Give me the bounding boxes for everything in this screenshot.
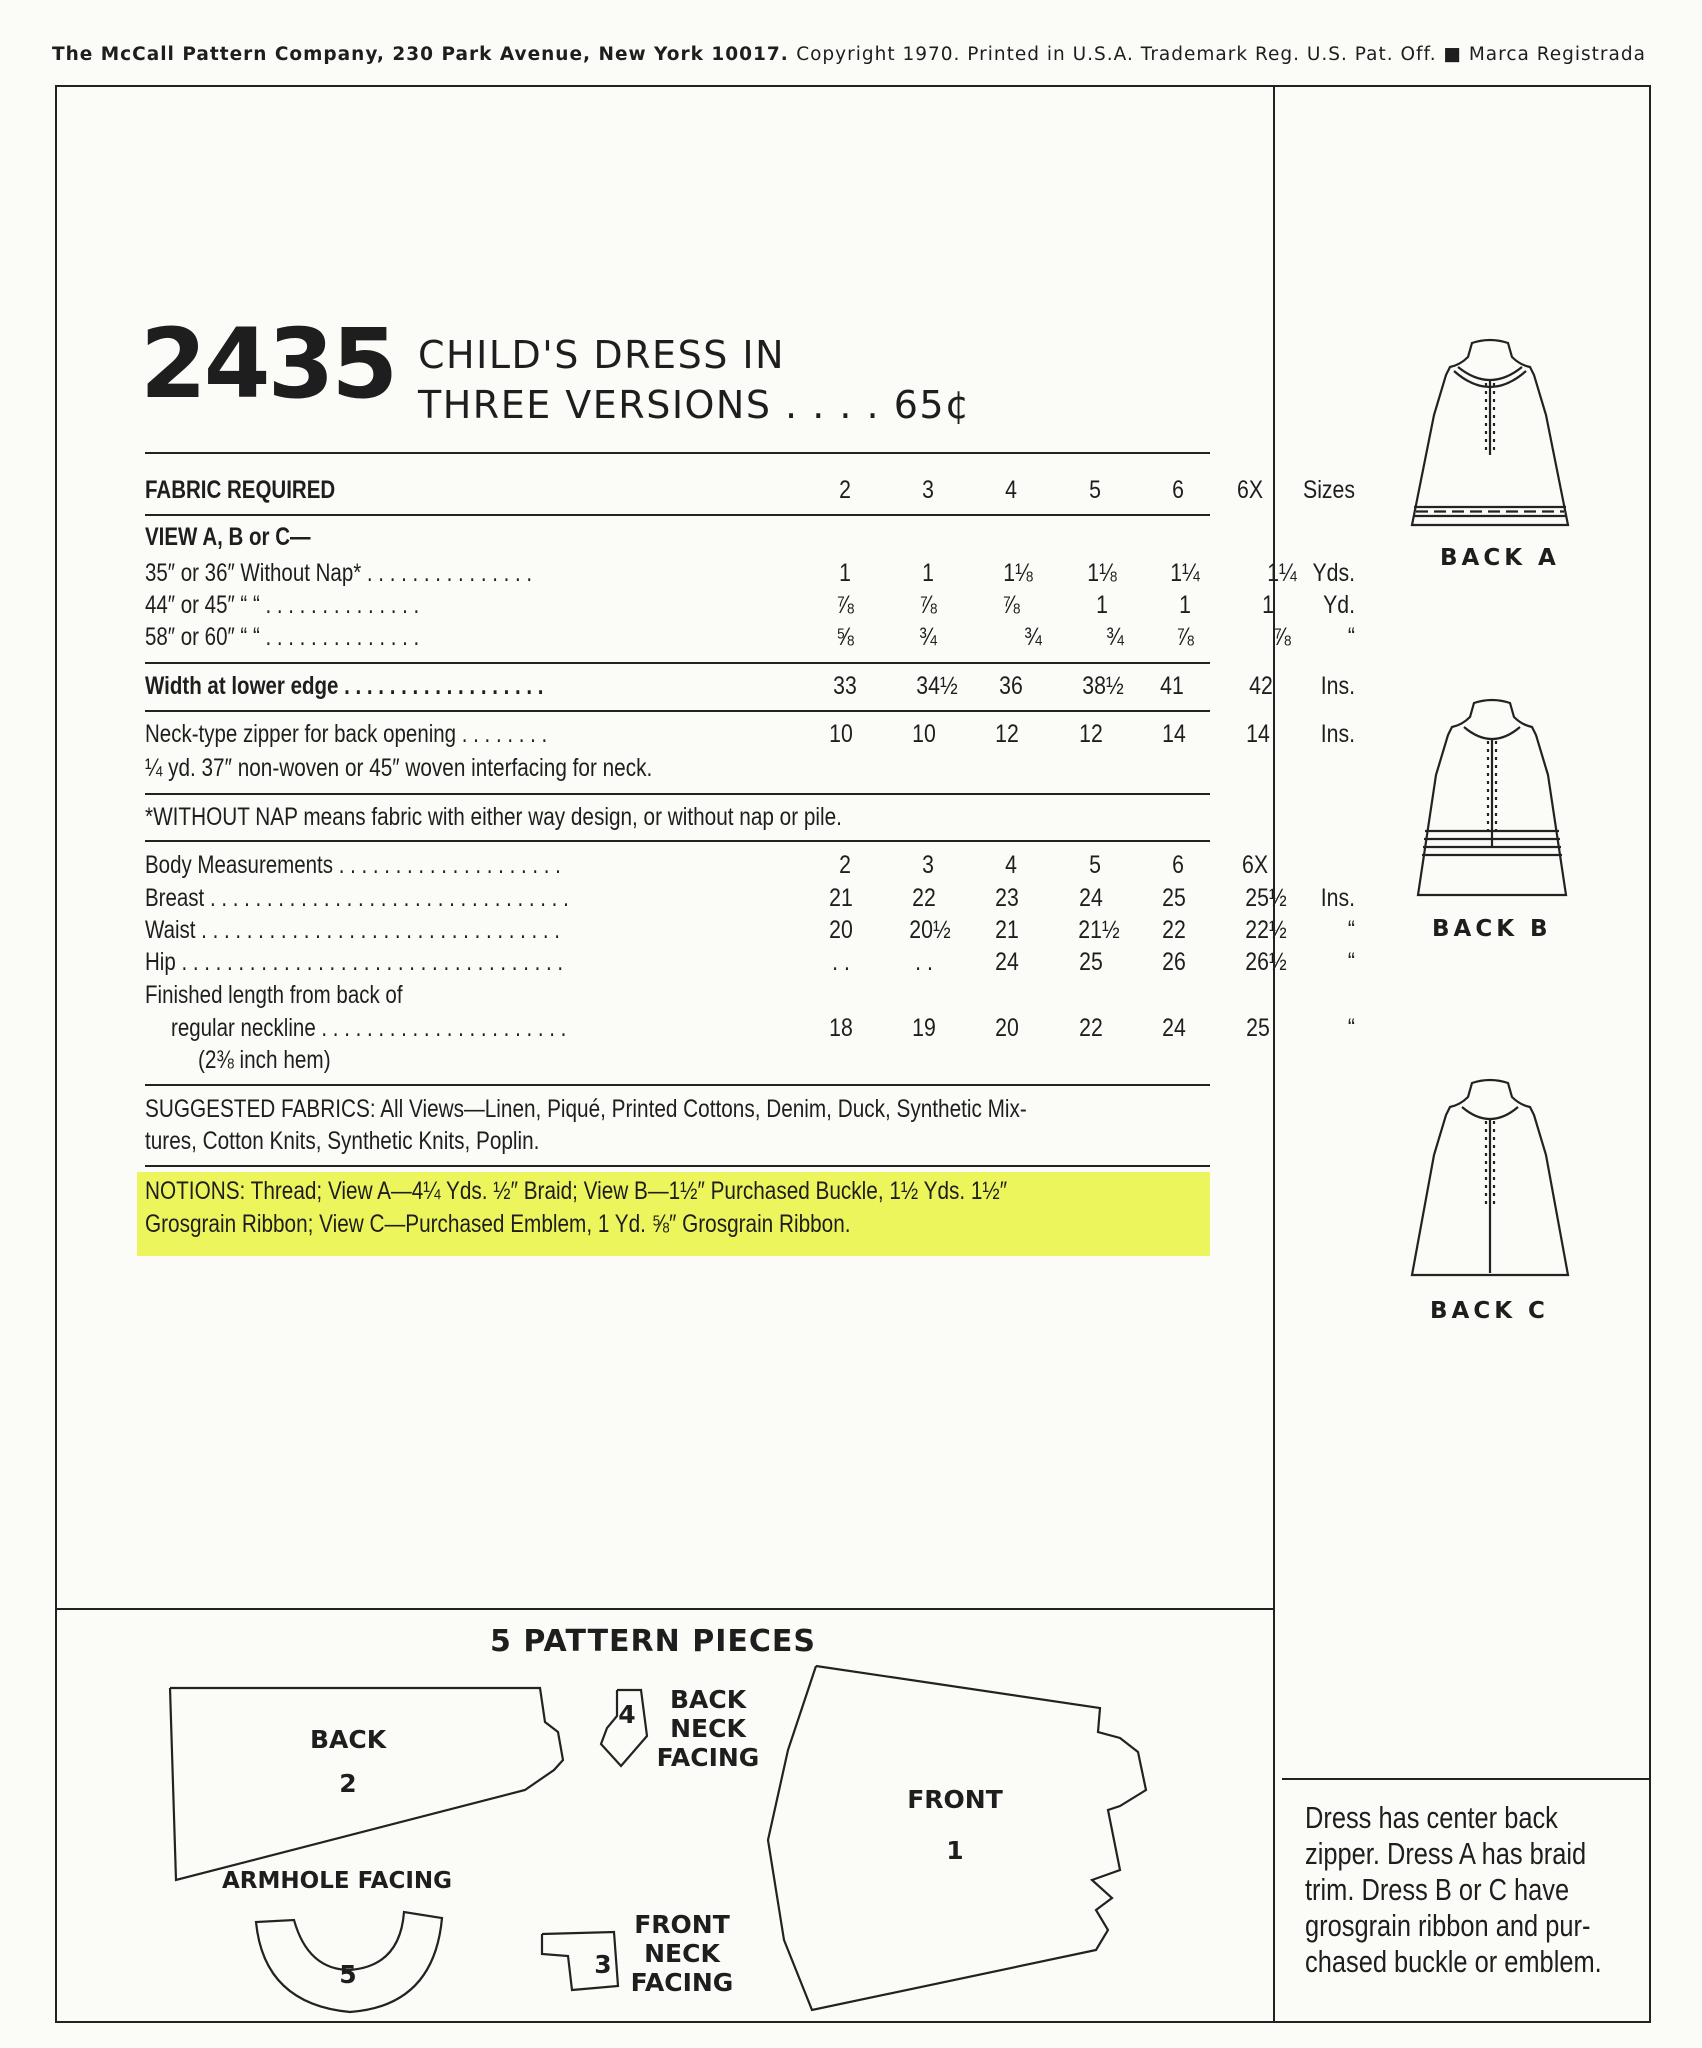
publisher-company: The McCall Pattern Company, 230 Park Avenue, New York 10017.: [52, 44, 789, 65]
rule-nap: [145, 793, 1210, 795]
fabric-cell: ⅞: [1176, 623, 1194, 651]
fabric-cell: ⅞: [836, 591, 854, 619]
back-b-label: BACK B: [1432, 916, 1552, 942]
rule-body: [145, 840, 1210, 842]
dress-back-c-illustration: [1400, 1075, 1580, 1280]
description-line: Dress has center back: [1305, 1800, 1558, 1835]
body-cell: 26: [1162, 948, 1186, 976]
armhole-facing-name: ARMHOLE FACING: [222, 1868, 453, 1894]
description-line: trim. Dress B or C have: [1305, 1872, 1570, 1907]
back-piece-number: 2: [339, 1769, 357, 1798]
body-cell: 24: [1079, 884, 1103, 912]
dress-back-a-illustration: [1400, 335, 1580, 535]
width-cell: 42: [1249, 672, 1273, 700]
back-neck-facing-label: [648, 1685, 768, 1772]
rule-top: [145, 452, 1210, 454]
body-size: 3: [922, 851, 934, 879]
finished-row: [145, 1012, 1355, 1044]
body-row: [145, 946, 1355, 978]
fabric-cell: 1: [1262, 591, 1274, 619]
fabric-cell: 1⅛: [1087, 559, 1117, 587]
body-cell: 25: [1079, 948, 1103, 976]
finished-cell: 25: [1246, 1014, 1270, 1042]
fabric-cell: ¾: [919, 623, 937, 651]
view-heading: VIEW A, B or C—: [145, 523, 311, 551]
width-unit: Ins.: [1320, 672, 1355, 700]
body-heading-row: [145, 849, 1269, 881]
fabric-cell: 1: [922, 559, 934, 587]
body-size: 4: [1005, 851, 1017, 879]
width-cell: 41: [1160, 672, 1184, 700]
pattern-pieces-title: 5 PATTERN PIECES: [490, 1624, 816, 1659]
front-neck-facing-line: FACING: [630, 1968, 734, 1997]
size-header: 3: [922, 476, 934, 504]
back-neck-facing-line: BACK: [669, 1685, 747, 1714]
nap-note: *WITHOUT NAP means fabric with either way design, or without nap or pile.: [145, 803, 842, 831]
finished-cell: 20: [995, 1014, 1019, 1042]
zipper-cell: 10: [829, 720, 853, 748]
fabric-unit: Yds.: [1312, 559, 1355, 587]
dress-description: [1305, 1800, 1602, 1980]
width-cell: 38½: [1082, 672, 1124, 700]
fabric-cell: 1: [1096, 591, 1108, 619]
finished-cell: 18: [829, 1014, 853, 1042]
back-c-label: BACK C: [1430, 1298, 1549, 1324]
body-cell: . .: [832, 948, 850, 976]
body-unit: Ins.: [1320, 884, 1355, 912]
rule-suggested: [145, 1084, 1210, 1086]
finished-label-row: [145, 979, 1210, 1011]
sizes-unit: Sizes: [1303, 476, 1355, 504]
back-neck-facing-number: 4: [618, 1700, 636, 1729]
width-cell: 34½: [916, 672, 958, 700]
rule-zipper: [145, 710, 1210, 712]
body-size: 2: [839, 851, 851, 879]
description-line: grosgrain ribbon and pur-: [1305, 1908, 1591, 1943]
interfacing-note: ¼ yd. 37″ non-woven or 45″ woven interfacing for neck.: [145, 754, 653, 782]
zipper-cell: 12: [1079, 720, 1103, 748]
fabric-header-row: [145, 474, 1355, 506]
zipper-label: Neck-type zipper for back opening . . . . . . . .: [145, 720, 548, 748]
fabric-cell: 1⅛: [1003, 559, 1033, 587]
fabric-row-label: 58″ or 60″ “ “ . . . . . . . . . . . . . .: [145, 623, 420, 651]
body-row: [145, 882, 1355, 914]
fabric-unit: Yd.: [1323, 591, 1355, 619]
fabric-cell: ⅞: [919, 591, 937, 619]
front-piece-name: FRONT: [907, 1785, 1003, 1814]
body-cell: 21: [829, 884, 853, 912]
finished-cell: 22: [1079, 1014, 1103, 1042]
fabric-cell: 1: [1179, 591, 1191, 619]
body-heading: Body Measurements . . . . . . . . . . . . . . . . . . . .: [145, 851, 561, 879]
body-cell: 22: [912, 884, 936, 912]
size-header: 2: [839, 476, 851, 504]
pieces-divider: [55, 1608, 1275, 1610]
suggested-fabrics-line2: tures, Cotton Knits, Synthetic Knits, Poplin.: [145, 1127, 540, 1155]
body-row-label: Hip . . . . . . . . . . . . . . . . . . . . . . . . . . . . . . . . . .: [145, 948, 564, 976]
back-neck-facing-line: FACING: [656, 1743, 760, 1772]
fabric-cell: ¾: [1024, 623, 1042, 651]
body-row-label: Waist . . . . . . . . . . . . . . . . . . . . . . . . . . . . . . . .: [145, 916, 561, 944]
body-unit: “: [1347, 916, 1355, 944]
fabric-cell: ⅞: [1273, 623, 1291, 651]
body-cell: 22: [1162, 916, 1186, 944]
fabric-unit: “: [1347, 623, 1355, 651]
fabric-cell: ⅞: [1002, 591, 1020, 619]
back-neck-facing-line: NECK: [670, 1714, 746, 1743]
zipper-cell: 10: [912, 720, 936, 748]
body-cell: 26½: [1245, 948, 1287, 976]
fabric-cell: 1: [839, 559, 851, 587]
column-divider: [1273, 85, 1275, 2023]
front-neck-facing-line: NECK: [644, 1939, 720, 1968]
fabric-cell: ¾: [1106, 623, 1124, 651]
body-cell: 23: [995, 884, 1019, 912]
fabric-row-label: 35″ or 36″ Without Nap* . . . . . . . . . . . . . . .: [145, 559, 533, 587]
finished-unit: “: [1347, 1014, 1355, 1042]
rule-view: [145, 514, 1210, 516]
dress-back-b-illustration: [1402, 695, 1582, 900]
zipper-cell: 14: [1246, 720, 1270, 748]
zipper-row: [145, 718, 1355, 750]
body-size: 6X: [1241, 851, 1269, 879]
width-row: [145, 670, 1355, 702]
armhole-facing-number: 5: [339, 1960, 357, 1989]
body-row-label: Breast . . . . . . . . . . . . . . . . . . . . . . . . . . . . . . . .: [145, 884, 569, 912]
description-line: zipper. Dress A has braid: [1305, 1836, 1587, 1871]
view-heading-row: [145, 521, 1210, 553]
body-cell: 21: [995, 916, 1019, 944]
copyright-text: Copyright 1970. Printed in U.S.A. Trademark Reg. U.S. Pat. Off. ■ Marca Registrada: [796, 44, 1646, 65]
pattern-title-line1: CHILD'S DRESS IN: [418, 333, 786, 377]
notions-line1: NOTIONS: Thread; View A—4¼ Yds. ½″ Braid; View B—1½″ Purchased Buckle, 1½ Yds. 1½″: [145, 1177, 1008, 1205]
fabric-cell: ⅝: [836, 623, 854, 651]
back-piece-name: BACK: [309, 1725, 387, 1754]
front-neck-facing-label: [622, 1910, 742, 1997]
body-cell: 22½: [1245, 916, 1287, 944]
fabric-required-heading: FABRIC REQUIRED: [145, 476, 336, 504]
size-header: 6: [1172, 476, 1184, 504]
body-size: 5: [1089, 851, 1101, 879]
front-piece-number: 1: [946, 1836, 964, 1865]
width-cell: 36: [999, 672, 1023, 700]
finished-label: Finished length from back of: [145, 981, 403, 1009]
fabric-cell: 1¼: [1170, 559, 1200, 587]
body-cell: 20: [829, 916, 853, 944]
width-label: Width at lower edge . . . . . . . . . . . . . . . . . .: [145, 672, 544, 700]
notions-line2: Grosgrain Ribbon; View C—Purchased Emblem, 1 Yd. ⅝″ Grosgrain Ribbon.: [145, 1210, 851, 1238]
body-cell: . .: [915, 948, 933, 976]
finished-cell: 19: [912, 1014, 936, 1042]
finished-cell: 24: [1162, 1014, 1186, 1042]
zipper-unit: Ins.: [1320, 720, 1355, 748]
width-cell: 33: [833, 672, 857, 700]
fabric-row-label: 44″ or 45″ “ “ . . . . . . . . . . . . . .: [145, 591, 420, 619]
body-cell: 25: [1162, 884, 1186, 912]
pattern-title-line2: THREE VERSIONS . . . . 65¢: [418, 383, 971, 427]
back-a-label: BACK A: [1440, 545, 1560, 571]
description-line: chased buckle or emblem.: [1305, 1944, 1602, 1979]
size-header: 6X: [1236, 476, 1264, 504]
pattern-number: 2435: [140, 308, 396, 420]
rule-width: [145, 662, 1210, 664]
fabric-row: [145, 557, 1355, 589]
suggested-fabrics-line1: SUGGESTED FABRICS: All Views—Linen, Piqué, Printed Cottons, Denim, Duck, Synthetic Mix-: [145, 1095, 1027, 1123]
finished-label-2: regular neckline . . . . . . . . . . . . . . . . . . . . . .: [171, 1014, 567, 1042]
fabric-cell: 1¼: [1267, 559, 1297, 587]
fabric-row: [145, 621, 1355, 653]
size-header: 4: [1005, 476, 1017, 504]
size-header: 5: [1089, 476, 1101, 504]
front-neck-facing-number: 3: [594, 1950, 612, 1979]
body-row: [145, 914, 1355, 946]
zipper-cell: 14: [1162, 720, 1186, 748]
body-unit: “: [1347, 948, 1355, 976]
front-neck-facing-line: FRONT: [634, 1910, 730, 1939]
body-cell: 24: [995, 948, 1019, 976]
body-cell: 25½: [1245, 884, 1287, 912]
description-divider: [1282, 1778, 1651, 1780]
zipper-cell: 12: [995, 720, 1019, 748]
hem-note: (2⅜ inch hem): [198, 1046, 331, 1074]
fabric-row: [145, 589, 1355, 621]
body-cell: 20½: [909, 916, 951, 944]
publisher-header: [52, 44, 1652, 65]
body-cell: 21½: [1078, 916, 1120, 944]
rule-notions: [145, 1165, 1210, 1167]
body-size: 6: [1172, 851, 1184, 879]
